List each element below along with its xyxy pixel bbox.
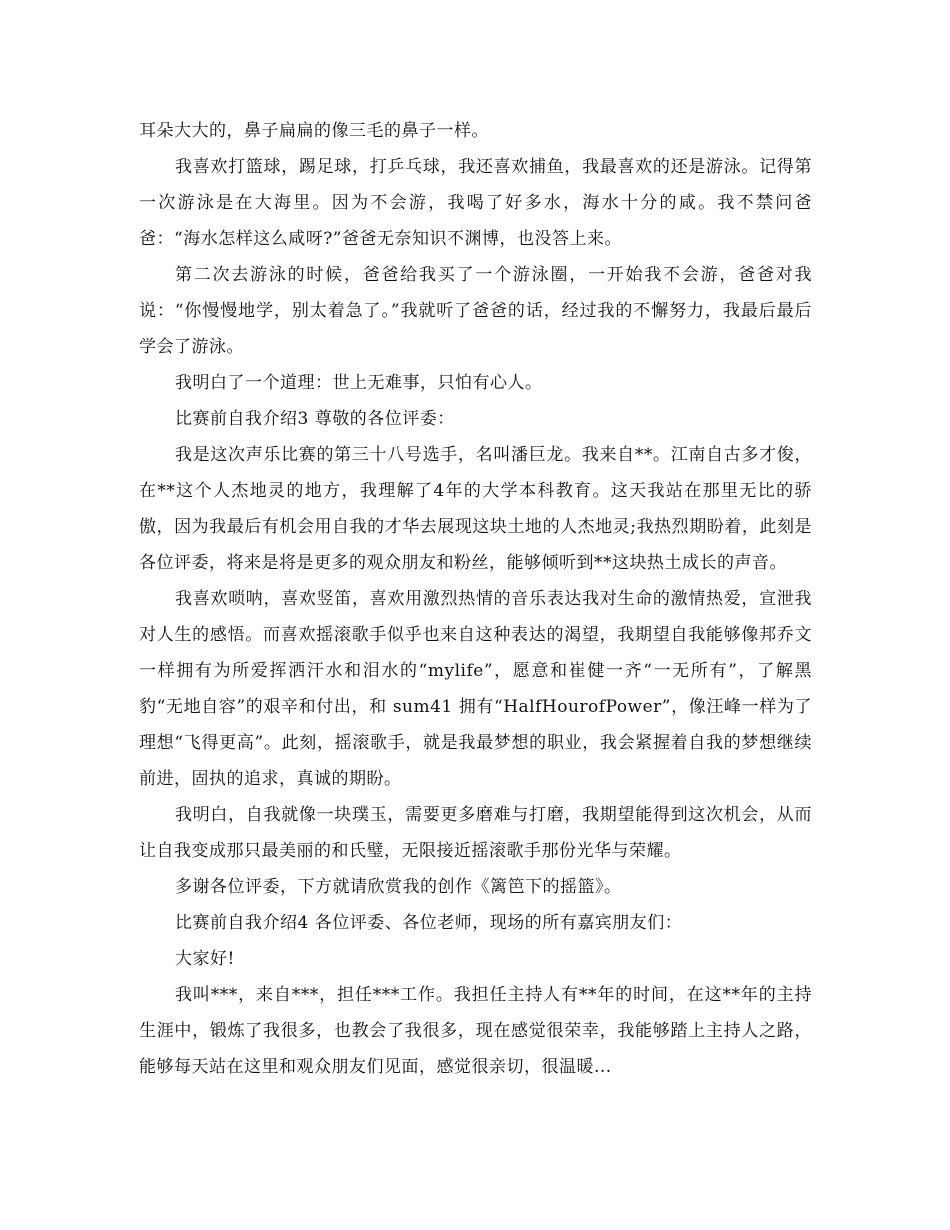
paragraph: 耳朵大大的，鼻子扁扁的像三毛的鼻子一样。 <box>139 121 489 141</box>
paragraph: 我是这次声乐比赛的第三十八号选手，名叫潘巨龙。我来自**。江南自古多才俊，在**这个人杰地灵的地方，我理解了4年的大学本科教育。这天我站在那里无比的骄傲，因为我最后有机会用自我的才华去展现这块土地的人杰地灵;我热烈期盼着，此刻是各位评委，将来是将是更多的观众朋友和粉丝，能够倾听到**这块热土成长的声音。 <box>139 445 812 573</box>
paragraph: 我叫***，来自***，担任***工作。我担任主持人有**年的时间，在这**年的主持生涯中，锻炼了我很多，也教会了我很多，现在感觉很荣幸，我能够踏上主持人之路，能够每天站在这里和观众朋友们见面，感觉很亲切，很温暖... <box>139 985 812 1077</box>
paragraph: 多谢各位评委，下方就请欣赏我的创作《篱笆下的摇篮》。 <box>175 877 622 897</box>
section-heading: 比赛前自我介绍4 各位评委、各位老师，现场的所有嘉宾朋友们： <box>175 913 683 933</box>
paragraph: 我喜欢唢呐，喜欢竖笛，喜欢用激烈热情的音乐表达我对生命的激情热爱，宣泄我对人生的感悟。而喜欢摇滚歌手似乎也来自这种表达的渴望，我期望自我能够像邦乔文一样拥有为所爱挥洒汗水和泪水的“mylife”，愿意和崔健一齐“一无所有”，了解黑豹“无地自容”的艰辛和付出，和 sum41 拥有“HalfHourofPower”，像汪峰一样为了理想“飞得更高”。此刻，摇滚歌手，就是我最梦想的职业，我会紧握着自我的梦想继续前进，固执的追求，真诚的期盼。 <box>139 589 812 789</box>
paragraph: 我明白，自我就像一块璞玉，需要更多磨难与打磨，我期望能得到这次机会，从而让自我变成那只最美丽的和氏璧，无限接近摇滚歌手那份光华与荣耀。 <box>139 805 812 861</box>
document-body <box>139 113 812 1085</box>
paragraph: 我明白了一个道理：世上无难事，只怕有心人。 <box>175 373 543 393</box>
paragraph: 大家好! <box>175 949 235 969</box>
paragraph: 第二次去游泳的时候，爸爸给我买了一个游泳圈，一开始我不会游，爸爸对我说：“你慢慢地学，别太着急了。”我就听了爸爸的话，经过我的不懈努力，我最后最后学会了游泳。 <box>139 265 812 357</box>
paragraph: 我喜欢打篮球，踢足球，打乒乓球，我还喜欢捕鱼，我最喜欢的还是游泳。记得第一次游泳是在大海里。因为不会游，我喝了好多水，海水十分的咸。我不禁问爸爸：“海水怎样这么咸呀?”爸爸无奈知识不渊博，也没答上来。 <box>139 157 812 249</box>
section-heading: 比赛前自我介绍3 尊敬的各位评委： <box>175 409 455 429</box>
